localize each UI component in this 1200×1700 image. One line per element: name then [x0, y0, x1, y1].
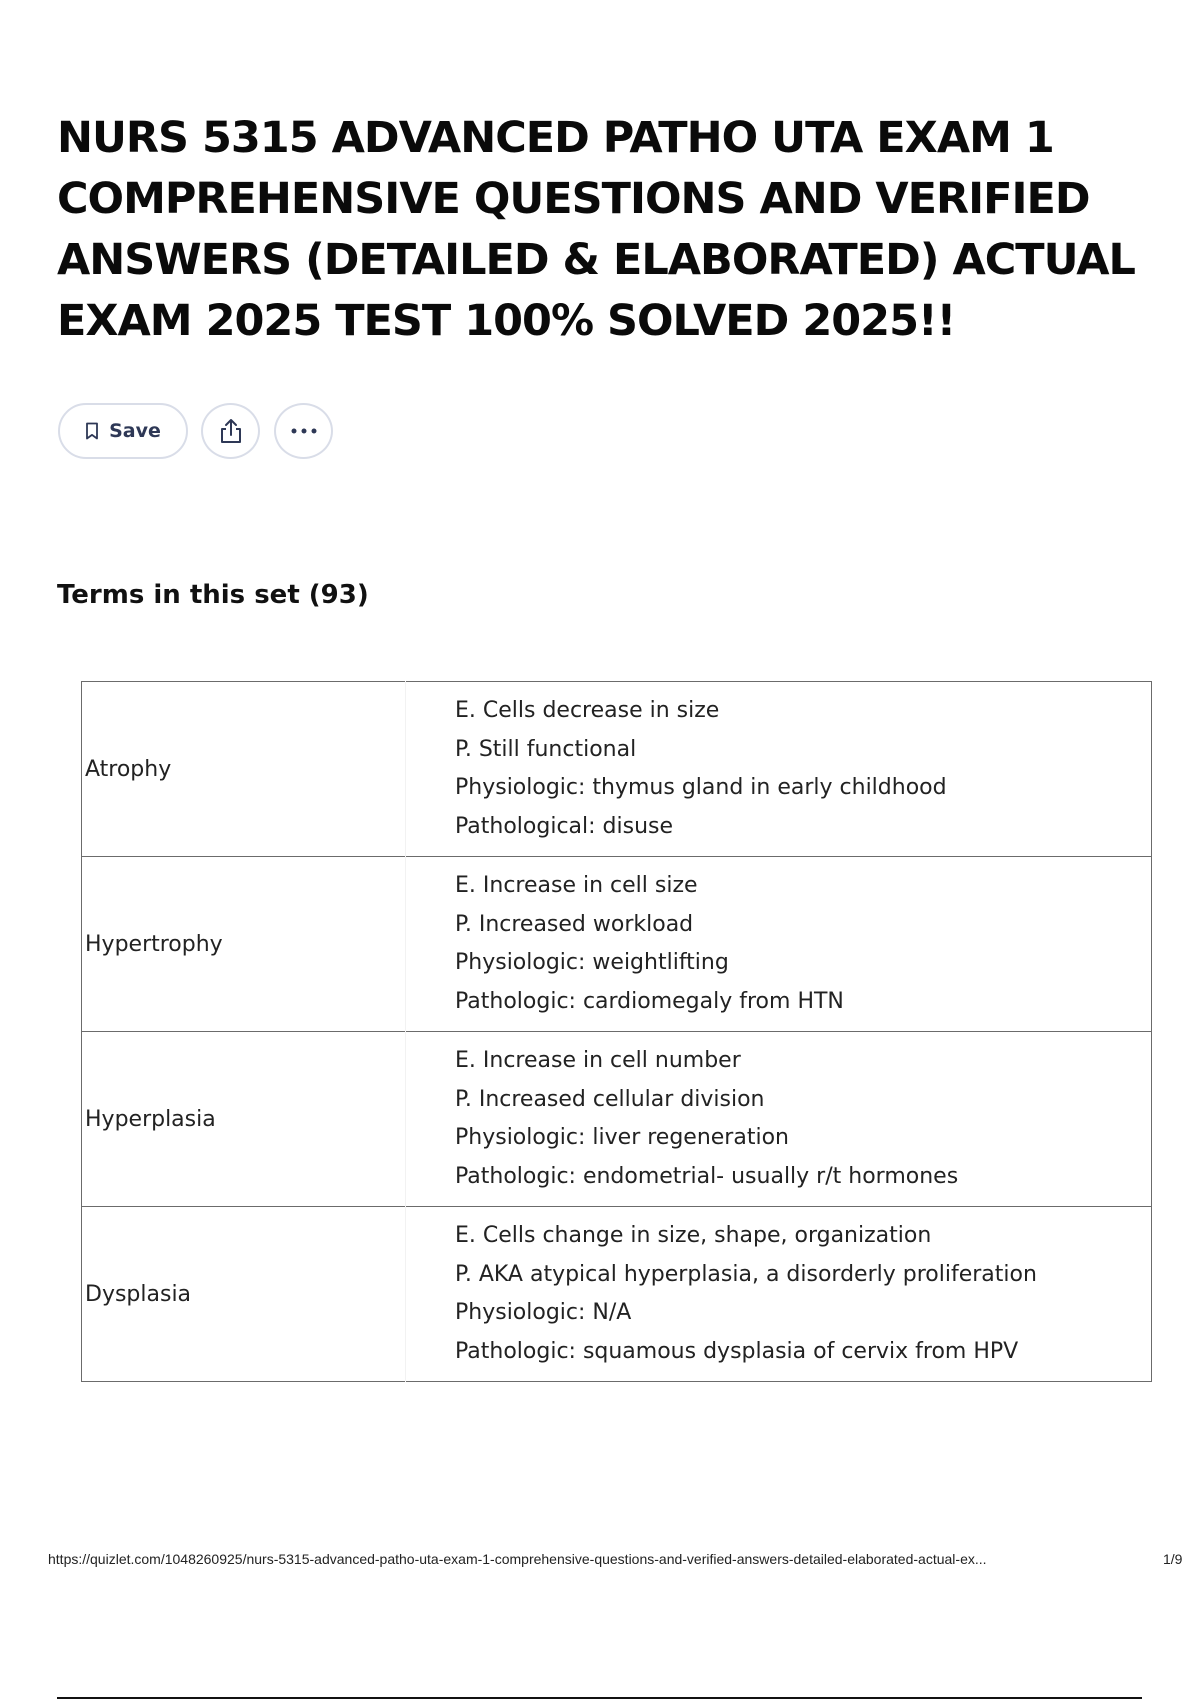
definition-line: Physiologic: N/A	[455, 1300, 632, 1325]
term: Atrophy	[85, 756, 172, 782]
print-url: https://quizlet.com/1048260925/nurs-5315-advanced-patho-uta-exam-1-comprehensive-questions-and-verified-answers-detailed-elaborated-actual-ex...	[48, 1551, 987, 1567]
save-button-label: Save	[109, 420, 161, 442]
more-icon	[290, 427, 318, 435]
definition-line: P. Still functional	[455, 736, 637, 762]
more-options-button[interactable]	[274, 403, 333, 459]
definition	[406, 682, 1152, 857]
definition-line: P. AKA atypical hyperplasia, a disorderly proliferation	[455, 1261, 1037, 1287]
definition-line: E. Cells change in size, shape, organization	[455, 1223, 932, 1248]
definition-line: Physiologic: thymus gland in early childhood	[455, 775, 947, 800]
definition-line: E. Increase in cell size	[455, 873, 698, 898]
term-row	[82, 1207, 1152, 1382]
terms-table	[81, 681, 1152, 1382]
definition-line: Pathologic: squamous dysplasia of cervix from HPV	[455, 1338, 1019, 1364]
definition	[406, 1207, 1152, 1382]
definition-line: Physiologic: weightlifting	[455, 950, 729, 975]
definition-line: P. Increased workload	[455, 911, 694, 937]
page-divider	[57, 1697, 1142, 1699]
definition	[406, 1032, 1152, 1207]
term: Hyperplasia	[82, 1032, 406, 1207]
term: Dysplasia	[82, 1207, 406, 1382]
save-button[interactable]	[58, 403, 188, 459]
definition-line: P. Increased cellular division	[455, 1086, 765, 1112]
page-number: 1/9	[1163, 1551, 1183, 1567]
term-row	[82, 682, 1152, 857]
definition-line: Physiologic: liver regeneration	[455, 1125, 789, 1150]
definition-line: Pathologic: endometrial- usually r/t hormones	[455, 1163, 959, 1189]
page-title: NURS 5315 ADVANCED PATHO UTA EXAM 1 COMPREHENSIVE QUESTIONS AND VERIFIED ANSWERS (DETAILED & ELABORATED) ACTUAL EXAM 2025 TEST 100% SOLVED 2025!!	[57, 113, 1135, 346]
bookmark-icon	[85, 422, 99, 440]
term-row	[82, 1032, 1152, 1207]
terms-heading: Terms in this set (93)	[57, 580, 369, 610]
term: Hypertrophy	[82, 857, 406, 1032]
share-icon	[218, 417, 244, 445]
term-row	[82, 857, 1152, 1032]
definition-line: Pathologic: cardiomegaly from HTN	[455, 988, 844, 1014]
definition	[406, 857, 1152, 1032]
definition-line: E. Increase in cell number	[455, 1048, 741, 1073]
definition-line: E. Cells decrease in size	[455, 698, 720, 723]
share-button[interactable]	[201, 403, 260, 459]
definition-line: Pathological: disuse	[455, 813, 674, 839]
